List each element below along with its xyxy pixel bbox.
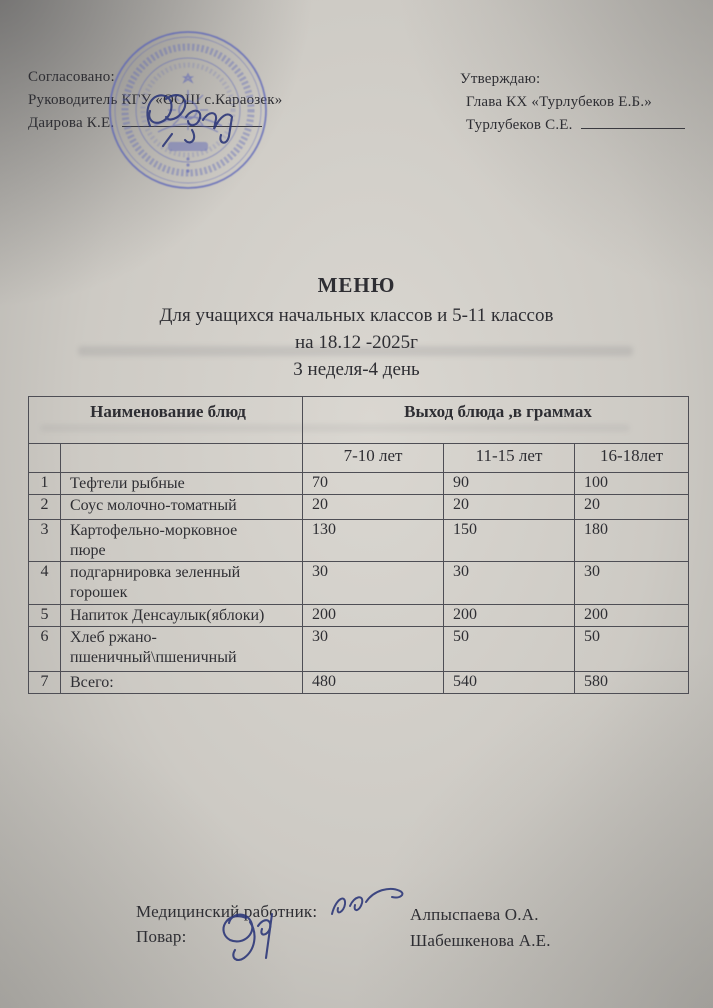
total-value: 580 bbox=[575, 672, 689, 694]
portion-value: 30 bbox=[444, 562, 575, 605]
cook-name: Шабешкенова А.Е. bbox=[410, 931, 551, 950]
dish-name: Соус молочно-томатный bbox=[61, 495, 303, 520]
approval-left-name: Даирова К.Е. bbox=[28, 115, 115, 131]
medical-worker-name: Алпыспаева О.А. bbox=[410, 905, 539, 924]
row-number: 2 bbox=[29, 495, 61, 520]
title-block bbox=[0, 272, 713, 383]
age-group-3: 16-18лет bbox=[575, 444, 689, 473]
row-number: 4 bbox=[29, 562, 61, 605]
dish-name: подгарнировка зеленный горошек bbox=[61, 562, 303, 605]
signature-line bbox=[581, 114, 685, 129]
approval-right-name: Турлубеков С.Е. bbox=[466, 117, 573, 133]
portion-value: 30 bbox=[303, 627, 444, 672]
row-number: 3 bbox=[29, 520, 61, 562]
cook-role: Повар: bbox=[136, 927, 187, 946]
dish-row bbox=[29, 473, 689, 495]
empty-cell bbox=[61, 444, 303, 473]
dish-row bbox=[29, 605, 689, 627]
total-value: 480 bbox=[303, 672, 444, 694]
dish-name: Хлеб ржано-пшеничный\пшеничный bbox=[61, 627, 303, 672]
portion-value: 30 bbox=[575, 562, 689, 605]
dish-row bbox=[29, 562, 689, 605]
dish-row bbox=[29, 627, 689, 672]
cook-signature-ink bbox=[212, 906, 296, 964]
menu-subtitle: Для учащихся начальных классов и 5-11 классов bbox=[159, 305, 554, 326]
row-number: 5 bbox=[29, 605, 61, 627]
portion-value: 130 bbox=[303, 520, 444, 562]
approval-left-title: Согласовано: bbox=[28, 69, 115, 85]
portion-value: 100 bbox=[575, 473, 689, 495]
portion-value: 20 bbox=[303, 495, 444, 520]
approval-right-title: Утверждаю: bbox=[460, 71, 541, 87]
total-label: Всего: bbox=[61, 672, 303, 694]
dish-name: Картофельно-морковное пюре bbox=[61, 520, 303, 562]
total-value: 540 bbox=[444, 672, 575, 694]
total-row bbox=[29, 672, 689, 694]
header-output: Выход блюда ,в граммах bbox=[303, 397, 689, 444]
portion-value: 30 bbox=[303, 562, 444, 605]
table-header-row bbox=[29, 397, 689, 444]
dish-name: Тефтели рыбные bbox=[61, 473, 303, 495]
portion-value: 180 bbox=[575, 520, 689, 562]
director-signature-ink bbox=[120, 86, 270, 150]
dish-row bbox=[29, 520, 689, 562]
row-number: 6 bbox=[29, 627, 61, 672]
portion-value: 200 bbox=[575, 605, 689, 627]
medical-worker-signature-ink bbox=[326, 884, 416, 922]
menu-heading: МЕНЮ bbox=[317, 273, 396, 297]
age-group-2: 11-15 лет bbox=[444, 444, 575, 473]
portion-value: 50 bbox=[444, 627, 575, 672]
age-group-1: 7-10 лет bbox=[303, 444, 444, 473]
portion-value: 90 bbox=[444, 473, 575, 495]
menu-week: 3 неделя-4 день bbox=[293, 359, 420, 380]
portion-value: 200 bbox=[303, 605, 444, 627]
approval-right-org: Глава КХ «Турлубеков Е.Б.» bbox=[466, 94, 652, 110]
header-dish-name: Наименование блюд bbox=[29, 397, 303, 444]
dish-row bbox=[29, 495, 689, 520]
portion-value: 200 bbox=[444, 605, 575, 627]
dish-name: Напиток Денсаулык(яблоки) bbox=[61, 605, 303, 627]
portion-value: 150 bbox=[444, 520, 575, 562]
approval-right-name-line bbox=[466, 114, 685, 137]
portion-value: 20 bbox=[444, 495, 575, 520]
approval-left-org: Руководитель КГУ «ООШ с.Караозек» bbox=[28, 92, 283, 108]
portion-value: 20 bbox=[575, 495, 689, 520]
row-number: 1 bbox=[29, 473, 61, 495]
row-number: 7 bbox=[29, 672, 61, 694]
approval-right-block bbox=[460, 68, 685, 137]
age-groups-row bbox=[29, 444, 689, 473]
portion-value: 50 bbox=[575, 627, 689, 672]
menu-date: на 18.12 -2025г bbox=[295, 332, 418, 353]
medical-worker-role: Медицинский работник: bbox=[136, 902, 318, 921]
menu-table bbox=[28, 396, 689, 694]
portion-value: 70 bbox=[303, 473, 444, 495]
empty-cell bbox=[29, 444, 61, 473]
